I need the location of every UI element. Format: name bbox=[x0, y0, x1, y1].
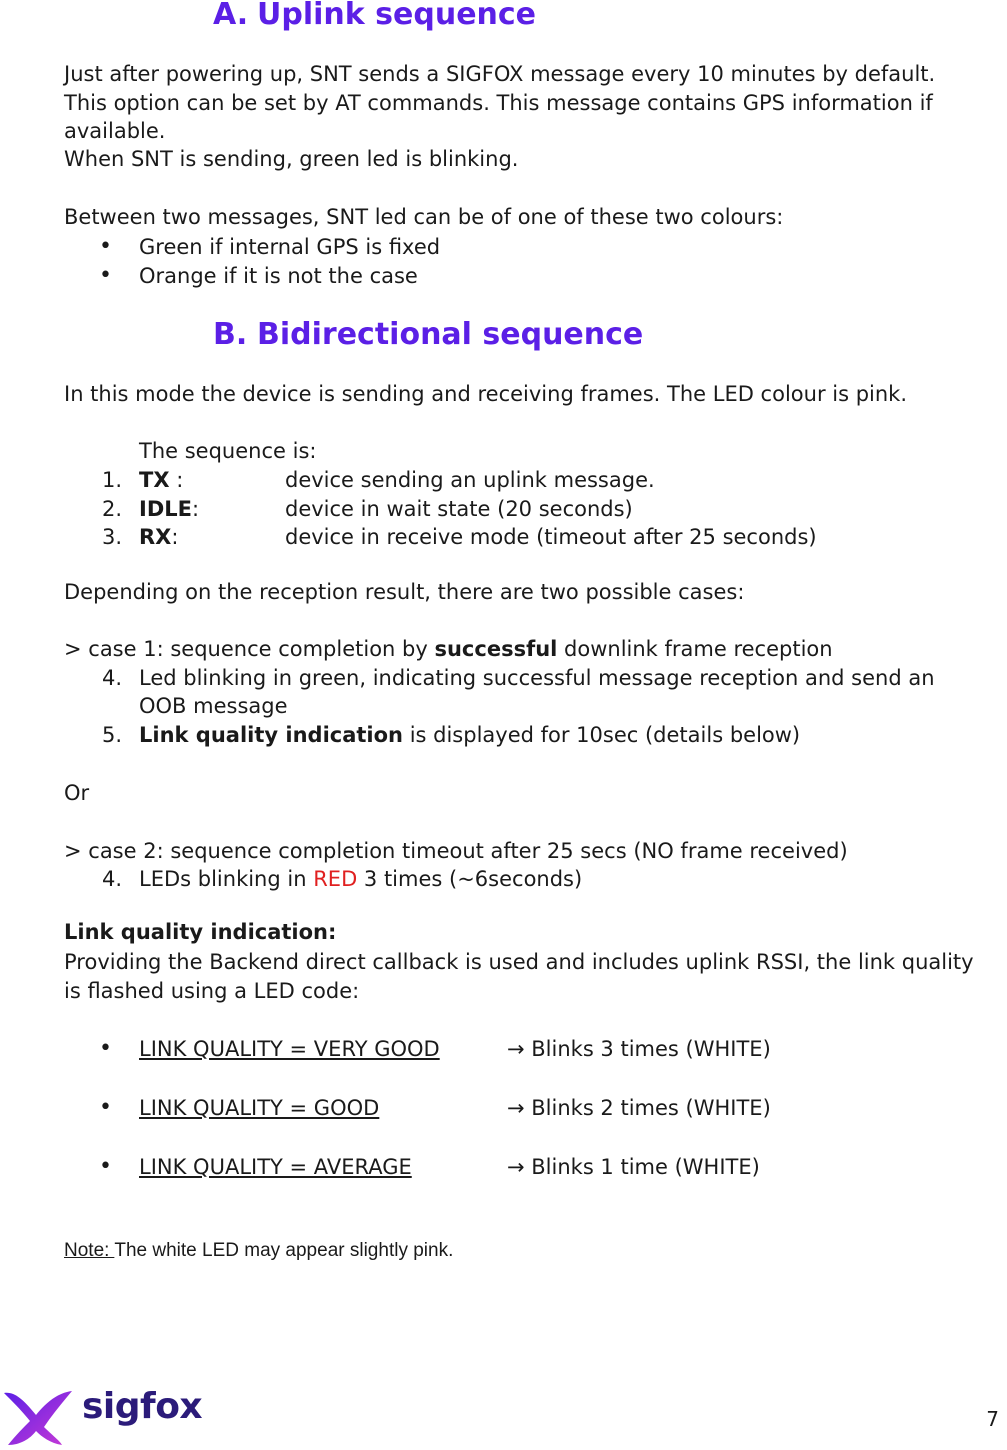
bullet-icon: • bbox=[99, 1154, 112, 1179]
link-quality-label: LINK QUALITY = GOOD bbox=[139, 1096, 380, 1120]
list-item: Green if internal GPS is fixed bbox=[139, 235, 441, 259]
link-quality-result: → Blinks 2 times (WHITE) bbox=[507, 1096, 771, 1120]
paragraph-line: OOB message bbox=[139, 694, 288, 718]
sequence-label: The sequence is: bbox=[139, 439, 317, 463]
or-text: Or bbox=[64, 781, 90, 805]
step-number: 3. bbox=[102, 525, 123, 549]
case-2-pre: LEDs blinking in bbox=[139, 867, 314, 891]
note bbox=[64, 1236, 453, 1265]
step-key-text: RX bbox=[139, 525, 172, 549]
step-key bbox=[139, 495, 199, 524]
section-b-number: B. bbox=[213, 317, 248, 352]
step-desc: device in receive mode (timeout after 25 seconds) bbox=[285, 525, 817, 549]
link-quality-bold: Link quality indication bbox=[139, 723, 404, 747]
paragraph-line: Providing the Backend direct callback is used and includes uplink RSSI, the link quality bbox=[64, 950, 974, 974]
case-1-line bbox=[64, 635, 833, 664]
step-key-sep: : bbox=[169, 468, 184, 492]
step-key-text: IDLE bbox=[139, 497, 192, 521]
page-number: 7 bbox=[986, 1407, 999, 1431]
note-label: Note: bbox=[64, 1240, 115, 1261]
link-quality-result: → Blinks 1 time (WHITE) bbox=[507, 1155, 760, 1179]
section-a-number: A. bbox=[213, 0, 249, 32]
bullet-icon: • bbox=[99, 263, 112, 288]
paragraph-line: In this mode the device is sending and receiving frames. The LED colour is pink. bbox=[64, 382, 908, 406]
red-text: RED bbox=[313, 867, 358, 891]
step-number: 2. bbox=[102, 497, 123, 521]
section-a-heading bbox=[213, 0, 536, 33]
paragraph-line: Led blinking in green, indicating successful message reception and send an bbox=[139, 666, 935, 690]
step-key-sep: : bbox=[171, 525, 179, 549]
step-key-text: TX bbox=[139, 468, 170, 492]
paragraph-line: When SNT is sending, green led is blinking. bbox=[64, 147, 519, 171]
step-number: 4. bbox=[102, 867, 123, 891]
link-quality-result: → Blinks 3 times (WHITE) bbox=[507, 1037, 771, 1061]
step-key bbox=[139, 523, 178, 552]
case-1-post: downlink frame reception bbox=[557, 637, 833, 661]
step-number: 4. bbox=[102, 666, 123, 690]
link-quality-heading: Link quality indication: bbox=[64, 920, 337, 944]
section-b-heading bbox=[213, 317, 643, 353]
paragraph-line: available. bbox=[64, 119, 166, 143]
step-desc: device sending an uplink message. bbox=[285, 468, 655, 492]
paragraph-line: Between two messages, SNT led can be of one of these two colours: bbox=[64, 205, 784, 229]
case-1-pre: > case 1: sequence completion by bbox=[64, 637, 435, 661]
paragraph-line: Depending on the reception result, there are two possible cases: bbox=[64, 580, 745, 604]
paragraph-line: is flashed using a LED code: bbox=[64, 979, 360, 1003]
case-2-item bbox=[139, 865, 582, 894]
paragraph-line: This option can be set by AT commands. This message contains GPS information if bbox=[64, 91, 933, 115]
link-quality-label: LINK QUALITY = VERY GOOD bbox=[139, 1037, 440, 1061]
step-key bbox=[139, 466, 183, 495]
case-1-item-5 bbox=[139, 721, 800, 750]
link-quality-label: LINK QUALITY = AVERAGE bbox=[139, 1155, 412, 1179]
bullet-icon: • bbox=[99, 1036, 112, 1061]
section-a-title: Uplink sequence bbox=[257, 0, 537, 32]
item-5-post: is displayed for 10sec (details below) bbox=[403, 723, 801, 747]
step-number: 1. bbox=[102, 468, 123, 492]
bullet-icon: • bbox=[99, 1095, 112, 1120]
case-2-line: > case 2: sequence completion timeout after 25 secs (NO frame received) bbox=[64, 839, 848, 863]
step-desc: device in wait state (20 seconds) bbox=[285, 497, 633, 521]
list-item: Orange if it is not the case bbox=[139, 264, 418, 288]
logo-text: sigfox bbox=[82, 1386, 203, 1427]
case-2-post: 3 times (~6seconds) bbox=[357, 867, 583, 891]
paragraph-line: Just after powering up, SNT sends a SIGFOX message every 10 minutes by default. bbox=[64, 62, 936, 86]
step-number: 5. bbox=[102, 723, 123, 747]
note-text: The white LED may appear slightly pink. bbox=[114, 1240, 454, 1261]
step-key-sep: : bbox=[191, 497, 200, 521]
bullet-icon: • bbox=[99, 234, 112, 259]
case-1-bold: successful bbox=[434, 637, 558, 661]
section-b-title: Bidirectional sequence bbox=[257, 317, 644, 352]
